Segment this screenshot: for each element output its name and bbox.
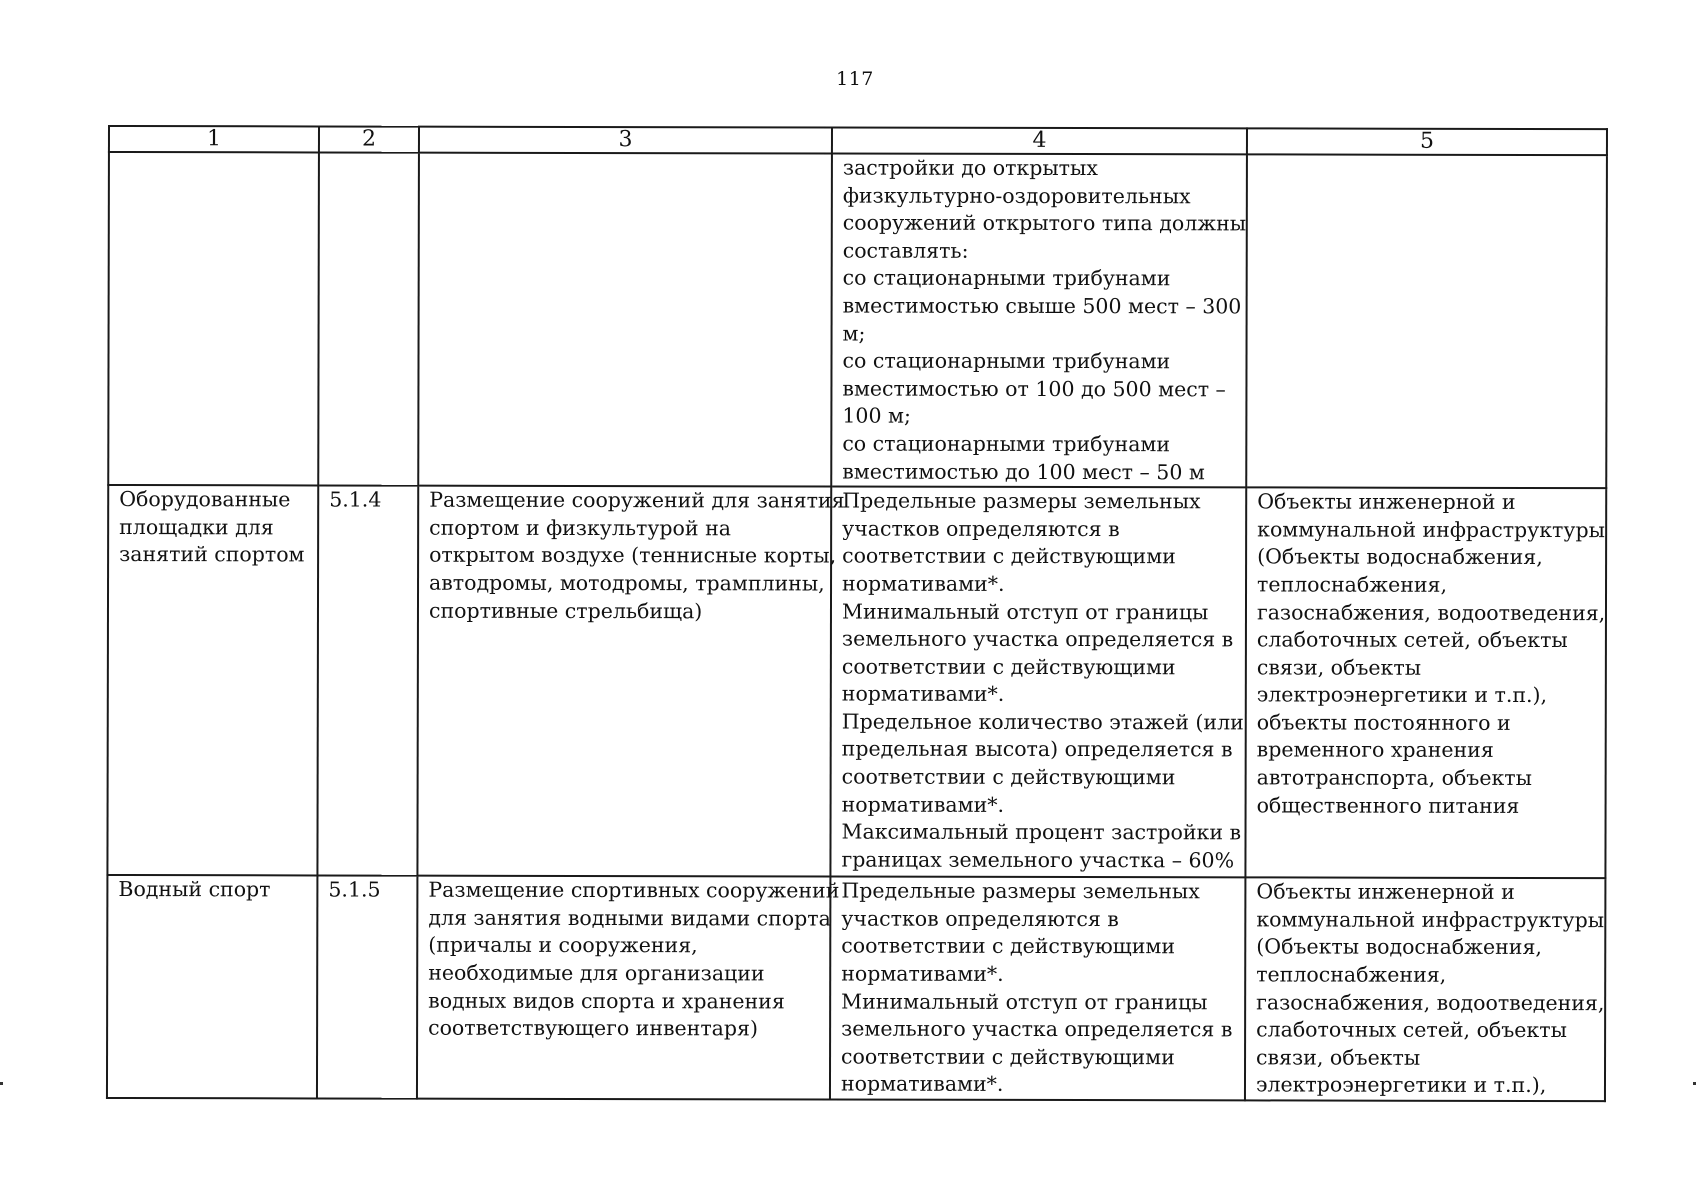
text-line: нормативами*. [840, 1071, 1004, 1097]
text-line: площадки для [119, 514, 274, 540]
text-line: теплоснабжения, [1257, 572, 1448, 597]
table-row [107, 875, 1605, 1101]
text-line: нормативами*. [841, 792, 1005, 817]
text-line: соответствии с действующими [842, 543, 1176, 569]
text-line: Размещение спортивных сооружений [428, 877, 840, 903]
column-header: 1 [109, 126, 319, 152]
text-line: нормативами*. [841, 681, 1005, 707]
text-line: связи, объекты [1256, 1045, 1421, 1070]
text-line: теплоснабжения, [1256, 962, 1447, 987]
text-line: соответствии с действующими [841, 654, 1176, 679]
text-line: Водный спорт [118, 877, 271, 902]
page-number: 117 [836, 68, 874, 90]
text-line: Максимальный процент застройки в [841, 819, 1242, 845]
text-line: сооружений открытого типа должны [842, 210, 1247, 236]
text-line: связи, объекты [1256, 655, 1422, 680]
text-line: предельная высота) определяется в [841, 737, 1233, 762]
text-line: земельного участка определяется в [841, 1016, 1233, 1042]
text-line: Предельные размеры земельных [842, 488, 1201, 514]
text-line: автотранспорта, объекты [1256, 765, 1533, 791]
text-line: открытом воздухе (теннисные корты, [429, 542, 837, 568]
parameters-cell [830, 877, 1245, 1101]
text-line: временного хранения [1256, 737, 1494, 763]
text-line: 100 м; [842, 403, 911, 429]
land-use-table [106, 125, 1608, 1102]
text-line: Размещение сооружений для занятия [429, 487, 845, 513]
text-line: физкультурно-оздоровительных [842, 183, 1191, 208]
table-header-row [109, 126, 1607, 155]
text-line: спортивные стрельбища) [428, 598, 703, 623]
text-line: границах земельного участка – 60% [841, 847, 1235, 873]
text-line: Объекты инженерной и [1256, 879, 1515, 905]
text-line: вместимостью свыше 500 мест – 300 [842, 293, 1242, 319]
auxiliary-uses-cell [1245, 878, 1605, 1102]
use-code-cell [318, 152, 419, 485]
auxiliary-uses-cell [1245, 488, 1606, 879]
text-line: коммунальной инфраструктуры [1257, 517, 1605, 542]
text-line: автодромы, мотодромы, трамплины, [429, 570, 825, 596]
text-line: со стационарными трибунами [842, 348, 1171, 374]
text-line: участков определяются в [841, 906, 1119, 931]
column-header: 2 [319, 126, 419, 152]
scan-mark [0, 1082, 3, 1085]
text-line: Предельное количество этажей (или [841, 709, 1244, 735]
text-line: (причалы и сооружения, [428, 932, 698, 958]
text-line: со стационарными трибунами [842, 265, 1171, 291]
auxiliary-uses-cell [1246, 154, 1607, 488]
text-line: для занятия водными видами спорта [428, 905, 831, 931]
text-line: слаботочных сетей, объекты [1256, 1017, 1567, 1043]
text-line: вместимостью до 100 мест – 50 м [842, 459, 1205, 484]
text-line: общественного питания [1256, 793, 1520, 818]
scan-mark [1693, 1082, 1696, 1085]
text-line: со стационарными трибунами [842, 431, 1171, 457]
text-line: соответствии с действующими [841, 933, 1176, 959]
text-line: коммунальной инфраструктуры [1256, 907, 1605, 932]
text-line: (Объекты водоснабжения, [1256, 934, 1542, 960]
use-name-cell [107, 875, 317, 1098]
text-line: участков определяются в [842, 516, 1120, 541]
text-line: (Объекты водоснабжения, [1257, 544, 1543, 570]
text-line: необходимые для организации [428, 960, 765, 986]
column-header: 4 [832, 128, 1247, 155]
text-line: м; [842, 321, 866, 346]
table-row [107, 485, 1606, 878]
use-code-cell: 5.1.4 [317, 486, 418, 876]
text-line: Оборудованные [119, 487, 291, 512]
text-line: слаботочных сетей, объекты [1256, 627, 1568, 653]
text-line: составлять: [842, 238, 969, 263]
text-line: Предельные размеры земельных [841, 878, 1200, 904]
text-line: нормативами*. [842, 571, 1005, 596]
column-header: 5 [1247, 128, 1607, 155]
parameters-cell [831, 154, 1247, 488]
text-line: нормативами*. [841, 961, 1004, 986]
text-line: водных видов спорта и хранения [428, 988, 785, 1013]
parameters-cell [830, 487, 1246, 878]
use-name-cell [107, 485, 318, 875]
use-description-cell [418, 153, 832, 487]
text-line: спортом и физкультурой на [429, 515, 732, 541]
table-row [108, 152, 1607, 488]
text-line: Объекты инженерной и [1257, 489, 1516, 515]
use-description-cell [417, 876, 840, 1100]
text-line: электроэнергетики и т.п.), [1256, 682, 1548, 708]
use-name-cell [108, 152, 319, 486]
text-line: застройки до открытых [842, 155, 1098, 181]
text-line: земельного участка определяется в [841, 626, 1234, 652]
column-header: 3 [419, 127, 832, 154]
text-line: соответствии с действующими [841, 764, 1176, 790]
text-line: Минимальный отступ от границы [841, 989, 1208, 1014]
text-line: Минимальный отступ от границы [841, 599, 1209, 624]
text-line: вместимостью от 100 до 500 мест – [842, 376, 1226, 402]
use-description-cell [417, 486, 845, 877]
text-line: газоснабжения, водоотведения, [1256, 989, 1605, 1015]
text-line: соответствии с действующими [841, 1044, 1175, 1069]
text-line: электроэнергетики и т.п.), [1255, 1072, 1547, 1098]
use-code-cell: 5.1.5 [317, 876, 417, 1099]
text-line: объекты постоянного и [1256, 710, 1511, 735]
text-line: занятий спортом [119, 542, 305, 567]
text-line: соответствующего инвентаря) [428, 1015, 759, 1041]
text-line: газоснабжения, водоотведения, [1256, 599, 1606, 625]
